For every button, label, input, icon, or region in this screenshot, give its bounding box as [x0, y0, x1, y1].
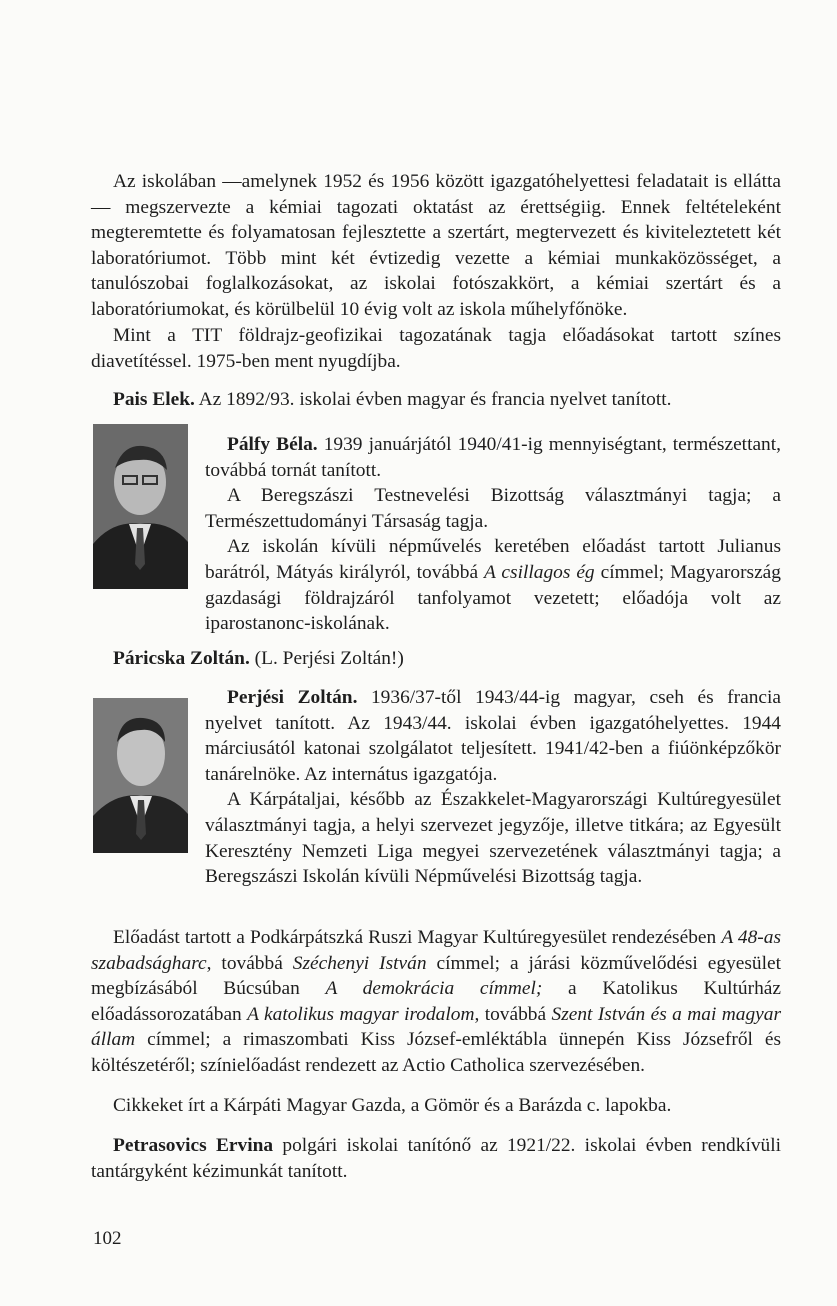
- entry-text: 1939 januárjától 1940/41-ig mennyiségtant, természettant, továbbá tornát tanított.: [205, 434, 781, 481]
- paragraph-chemistry-career: [91, 169, 781, 323]
- lecture-title: A 48-as szabadságharc: [91, 927, 781, 974]
- paragraph-text: Cikkeket írt a Kárpáti Magyar Gazda, a Gömör és a Barázda c. lapokba.: [113, 1095, 672, 1116]
- person-name: Páricska Zoltán.: [113, 648, 250, 669]
- entry-text: a Katolikus Kultúrház előadássorozatában: [91, 978, 781, 1025]
- lecture-title: Széchenyi István: [292, 952, 427, 974]
- paragraph-articles: [91, 1093, 781, 1119]
- paragraph-text: Az iskolában —amelynek 1952 és 1956 között igazgatóhelyettesi feladatait is ellátta — megszervezte a kémiai tagozati oktatást az érettségiig. Ennek feltételeként megteremtette és folyamatosan fejlesztette a szertárt, megtervezett és kiviteleztetett két laboratóriumot. Több mint két évtizedig vezette a kémiai munkaközösséget, a tanulószobai foglalkozásokat, az iskolai fotószakkört, a kémiai szertárt és a laboratóriumokat, és körülbelül 10 évig volt az iskola műhelyfőnöke.: [91, 171, 781, 320]
- portrait-photo-perjesi-zoltan: [93, 698, 188, 853]
- entry-text: Az iskolán kívüli népművelés keretében előadást tartott Julianus barátról, Mátyás királyról, továbbá: [205, 536, 781, 583]
- paragraph-text: Mint a TIT földrajz-geofizikai tagozatának tagja előadásokat tartott színes diavetítéssel. 1975-ben ment nyugdíjba.: [91, 325, 781, 372]
- page-number: 102: [93, 1228, 122, 1249]
- portrait-figure: [93, 424, 188, 589]
- entry-paricska-zoltan: [91, 646, 781, 672]
- entry-text: Előadást tartott a Podkárpátszká Ruszi Magyar Kultúregyesület rendezésében: [113, 927, 722, 948]
- entry-text: 1936/37-től 1943/44-ig magyar, cseh és francia nyelvet tanított. Az 1943/44. iskolai évben igazgatóhelyettes. 1944 márciusától katonai szolgálatot teljesített. 1941/42-ben a fiúönképzőkör tanárelnöke. Az internátus igazgatója.: [205, 687, 782, 785]
- person-name: Perjési Zoltán.: [227, 687, 358, 708]
- paragraph-tit-lectures: [91, 323, 781, 374]
- entry-pais-elek: [91, 387, 781, 413]
- portrait-figure: [93, 698, 188, 853]
- entry-text: címmel; a járási közművelődési egyesület megbízásából Búcsúban: [91, 952, 781, 1000]
- paragraph-text: [91, 925, 781, 1079]
- lecture-title: A demokrácia címmel;: [325, 978, 543, 1000]
- entry-palfy-bela: [205, 432, 781, 637]
- person-name: Pálfy Béla.: [227, 434, 318, 455]
- entry-text: címmel; a rimaszombati Kiss József-emléktábla ünnepén Kiss Józsefről és költészetéről; színielőadást rendezett az Actio Catholica szervezésében.: [91, 1029, 781, 1076]
- entry-text: polgári iskolai tanítónő az 1921/22. iskolai évben rendkívüli tantárgyként kézimunkát tanított.: [91, 1135, 781, 1182]
- entry-petrasovics-ervina: [91, 1133, 781, 1184]
- lecture-title: Szent István és a mai magyar állam: [91, 1003, 781, 1051]
- entry-text: (L. Perjési Zoltán!): [249, 648, 404, 669]
- lecture-title: A csillagos ég: [484, 561, 595, 583]
- portrait-photo-palfy-bela: [93, 424, 188, 589]
- entry-text: címmel; Magyarország gazdasági földrajzáról tanfolyamot vezetett; előadója volt az iparostanonc-iskolának.: [205, 561, 781, 635]
- entry-text: A Beregszászi Testnevelési Bizottság választmányi tagja; a Természettudományi Társaság tagja.: [205, 485, 781, 532]
- paragraph-lectures: [91, 925, 781, 1079]
- lecture-title: A katolikus magyar irodalom: [247, 1003, 475, 1025]
- entry-text: , továbbá: [206, 952, 293, 974]
- entry-text: , továbbá: [474, 1003, 552, 1025]
- person-name: Petrasovics Ervina: [113, 1135, 274, 1156]
- person-name: Pais Elek.: [113, 389, 195, 410]
- entry-perjesi-zoltan: [205, 685, 781, 890]
- entry-text: Az 1892/93. iskolai évben magyar és francia nyelvet tanított.: [194, 389, 672, 410]
- entry-text: A Kárpátaljai, később az Északkelet-Magyarországi Kultúregyesület választmányi tagja, a helyi szervezet jegyzője, illetve titkára; az Egyesült Keresztény Nemzeti Liga megyei szervezetének választmányi tagja; a Beregszászi Iskolán kívüli Népművelési Bizottság tagja.: [205, 789, 781, 888]
